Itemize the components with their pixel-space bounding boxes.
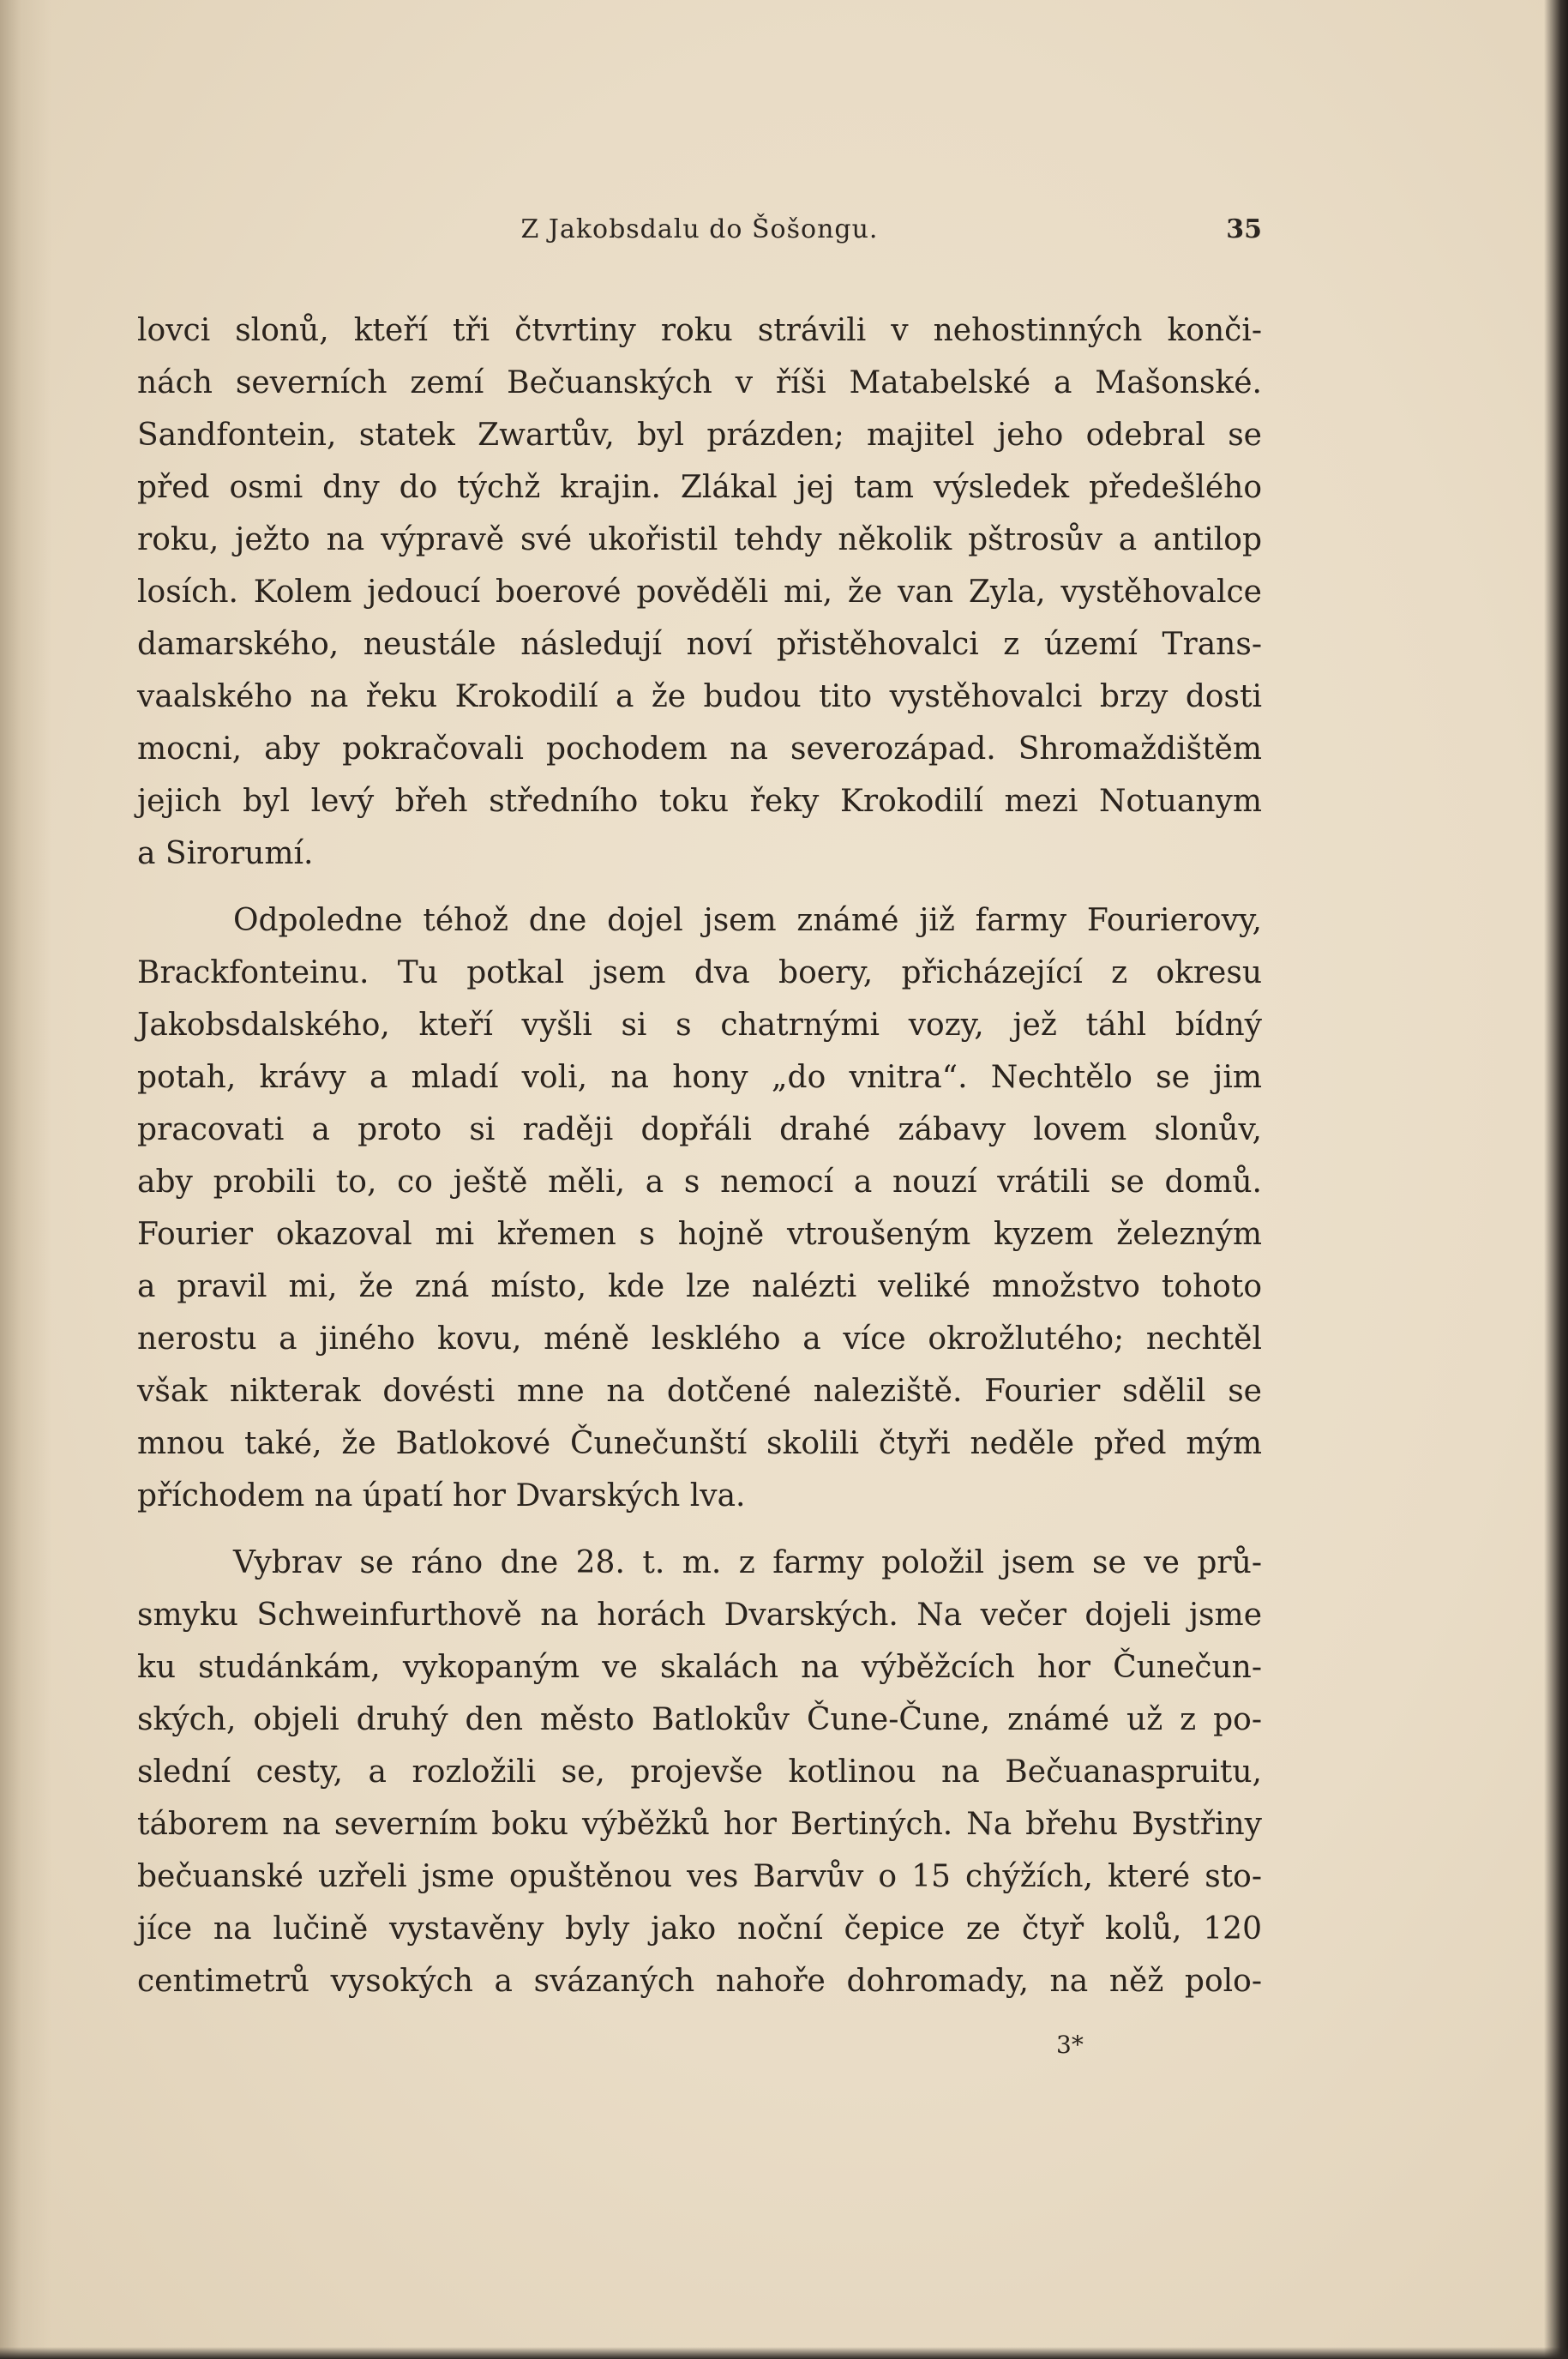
text-line: Brackfonteinu. Tu potkal jsem dva boery, přicházející z okresu xyxy=(137,955,1262,990)
text-line: nerostu a jiného kovu, méně lesklého a více okrožlutého; nechtěl xyxy=(137,1321,1262,1357)
text-line: roku, ježto na výpravě své ukořistil tehdy několik pštrosův a antilop xyxy=(137,522,1262,557)
text-line: lovci slonů, kteří tři čtvrtiny roku strávili v nehostinných konči- xyxy=(137,313,1262,348)
paragraph xyxy=(137,304,1262,880)
text-line: a Sirorumí. xyxy=(137,836,314,871)
text-line: příchodem na úpatí hor Dvarských lva. xyxy=(137,1478,746,1513)
paragraph xyxy=(137,1537,1262,2007)
paragraph xyxy=(137,894,1262,1522)
page-right-edge xyxy=(1544,0,1568,2359)
text-line: losích. Kolem jedoucí boerové pověděli mi, že van Zyla, vystěhovalce xyxy=(137,575,1262,610)
text-line: mocni, aby pokračovali pochodem na severozápad. Shromaždištěm xyxy=(137,731,1262,767)
text-line: Fourier okazoval mi křemen s hojně vtroušeným kyzem železným xyxy=(137,1217,1262,1252)
text-line: ku studánkám, vykopaným ve skalách na výběžcích hor Čunečun- xyxy=(137,1650,1262,1685)
text-line: před osmi dny do týchž krajin. Zlákal jej tam výsledek předešlého xyxy=(137,470,1262,505)
text-line: ských, objeli druhý den město Batlokův Čune-Čune, známé už z po- xyxy=(137,1702,1262,1737)
running-head: Z Jakobsdalu do Šošongu. xyxy=(520,214,879,244)
text-line: smyku Schweinfurthově na horách Dvarských. Na večer dojeli jsme xyxy=(137,1598,1262,1633)
page-header xyxy=(137,214,1262,257)
signature-mark: 3* xyxy=(1056,2031,1084,2059)
text-line: táborem na severním boku výběžků hor Bertiných. Na břehu Bystřiny xyxy=(137,1807,1262,1842)
text-line: jejich byl levý břeh středního toku řeky Krokodilí mezi Notuanym xyxy=(137,784,1262,819)
text-line: centimetrů vysokých a svázaných nahoře dohromady, na něž polo- xyxy=(137,1964,1262,1999)
text-line: vaalského na řeku Krokodilí a že budou tito vystěhovalci brzy dosti xyxy=(137,679,1262,714)
text-line: potah, krávy a mladí voli, na hony „do vnitra“. Nechtělo se jim xyxy=(137,1060,1262,1095)
page-number: 35 xyxy=(1226,214,1262,244)
paragraph-gap xyxy=(137,1522,1262,1537)
text-line: damarského, neustále následují noví přistěhovalci z území Trans- xyxy=(137,627,1262,662)
text-line: bečuanské uzřeli jsme opuštěnou ves Barvův o 15 chýžích, které sto- xyxy=(137,1859,1262,1894)
text-line: a pravil mi, že zná místo, kde lze nalézti veliké množstvo tohoto xyxy=(137,1269,1262,1304)
page-spine-shadow xyxy=(0,0,51,2359)
text-line: však nikterak dovésti mne na dotčené naleziště. Fourier sdělil se xyxy=(137,1374,1262,1409)
text-line: nách severních zemí Bečuanských v říši Matabelské a Mašonské. xyxy=(137,365,1262,400)
paragraph-gap xyxy=(137,880,1262,894)
text-line: jíce na lučině vystavěny byly jako noční čepice ze čtyř kolů, 120 xyxy=(137,1911,1262,1947)
text-line: slední cesty, a rozložili se, projevše kotlinou na Bečuanaspruitu, xyxy=(137,1754,1262,1790)
text-line: mnou také, že Batlokové Čunečunští skolili čtyři neděle před mým xyxy=(137,1426,1262,1461)
text-line: Sandfontein, statek Zwartův, byl prázden; majitel jeho odebral se xyxy=(137,418,1262,453)
page-bottom-edge xyxy=(0,2347,1568,2359)
text-line: aby probili to, co ještě měli, a s nemocí a nouzí vrátili se domů. xyxy=(137,1164,1262,1200)
text-line: Odpoledne téhož dne dojel jsem známé již farmy Fourierovy, xyxy=(233,903,1262,938)
body-text xyxy=(137,304,1262,2007)
text-line: Jakobsdalského, kteří vyšli si s chatrnými vozy, jež táhl bídný xyxy=(137,1008,1262,1043)
text-line: Vybrav se ráno dne 28. t. m. z farmy položil jsem se ve prů- xyxy=(233,1545,1262,1580)
text-line: pracovati a proto si raději dopřáli drahé zábavy lovem slonův, xyxy=(137,1112,1262,1147)
